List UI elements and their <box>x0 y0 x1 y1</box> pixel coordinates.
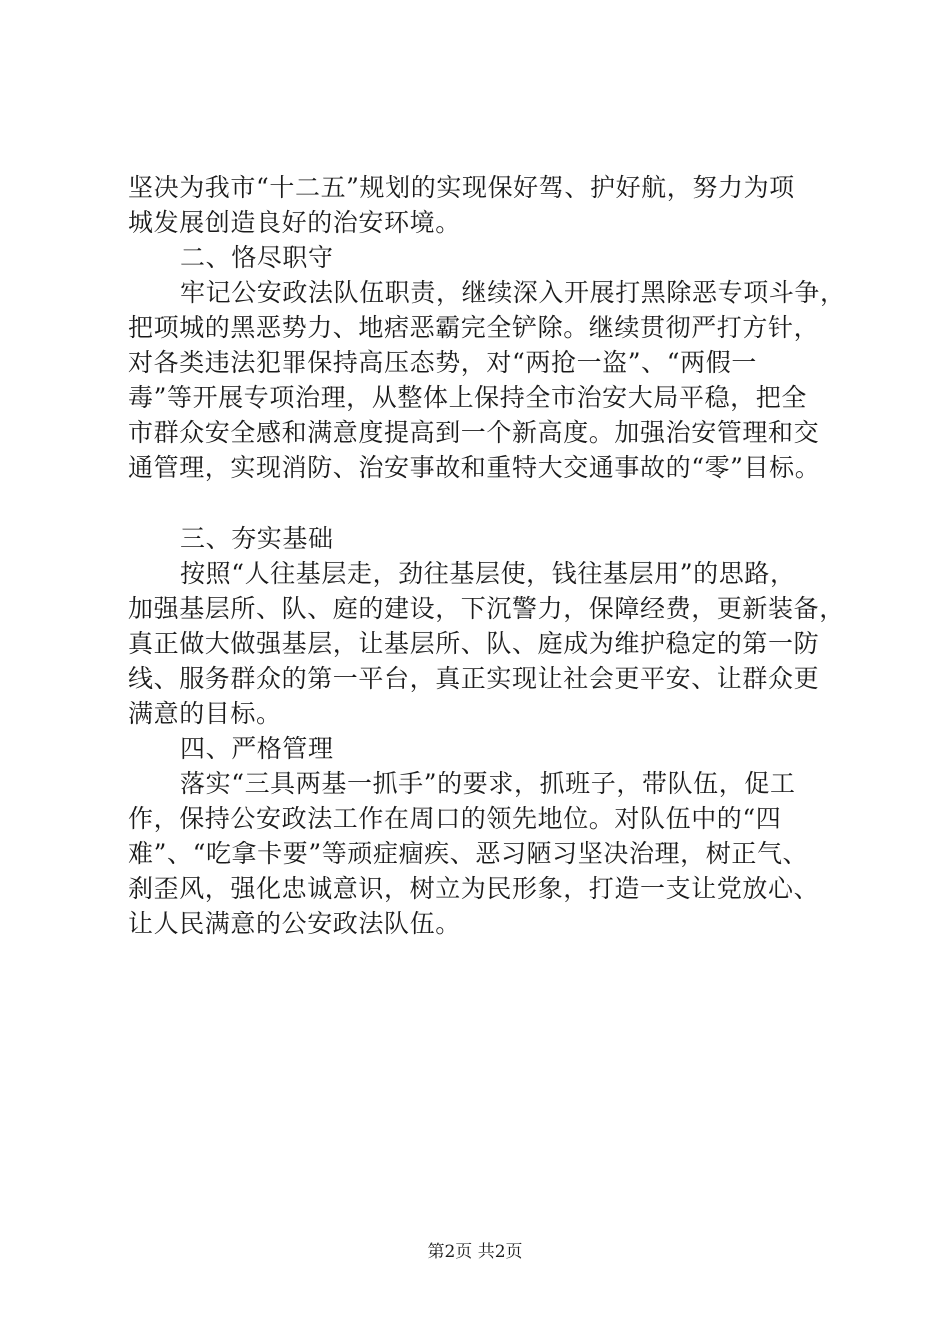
body-line: 让人民满意的公安政法队伍。 <box>128 909 461 938</box>
section-heading: 二、恪尽职守 <box>180 243 334 272</box>
body-line: 线、服务群众的第一平台，真正实现让社会更平安、让群众更 <box>128 664 820 693</box>
body-line: 真正做大做强基层，让基层所、队、庭成为维护稳定的第一防 <box>128 629 820 658</box>
body-line: 满意的目标。 <box>128 699 282 728</box>
body-line: 通管理，实现消防、治安事故和重特大交通事故的“零”目标。 <box>128 453 821 482</box>
body-line: 坚决为我市“十二五”规划的实现保好驾、护好航，努力为项 <box>128 173 795 202</box>
section-heading: 四、严格管理 <box>180 734 334 763</box>
document-body <box>128 170 846 941</box>
paragraph-first-line: 落实“三具两基一抓手”的要求，抓班子，带队伍，促工 <box>180 769 796 798</box>
page-number-footer: 第2页 共2页 <box>427 1242 523 1262</box>
body-line: 难”、“吃拿卡要”等顽症痼疾、恶习陋习坚决治理，树正气、 <box>128 839 809 868</box>
body-line: 对各类违法犯罪保持高压态势，对“两抢一盗”、“两假一 <box>128 348 757 377</box>
paragraph-gap <box>128 485 840 521</box>
body-line: 作，保持公安政法工作在周口的领先地位。对队伍中的“四 <box>128 804 782 833</box>
body-line: 刹歪风，强化忠诚意识，树立为民形象，打造一支让党放心、 <box>128 874 820 903</box>
paragraph-first-line: 牢记公安政法队伍职责，继续深入开展打黑除恶专项斗争， <box>180 278 846 307</box>
body-line: 把项城的黑恶势力、地痞恶霸完全铲除。继续贯彻严打方针， <box>128 313 820 342</box>
body-line: 城发展创造良好的治安环境。 <box>128 208 461 237</box>
paragraph-first-line: 按照“人往基层走，劲往基层使，钱往基层用”的思路， <box>180 559 796 588</box>
body-line: 毒”等开展专项治理，从整体上保持全市治安大局平稳，把全 <box>128 383 807 412</box>
body-line: 市群众安全感和满意度提高到一个新高度。加强治安管理和交 <box>128 418 820 447</box>
section-heading: 三、夯实基础 <box>180 524 334 553</box>
body-line: 加强基层所、队、庭的建设，下沉警力，保障经费，更新装备， <box>128 594 845 623</box>
